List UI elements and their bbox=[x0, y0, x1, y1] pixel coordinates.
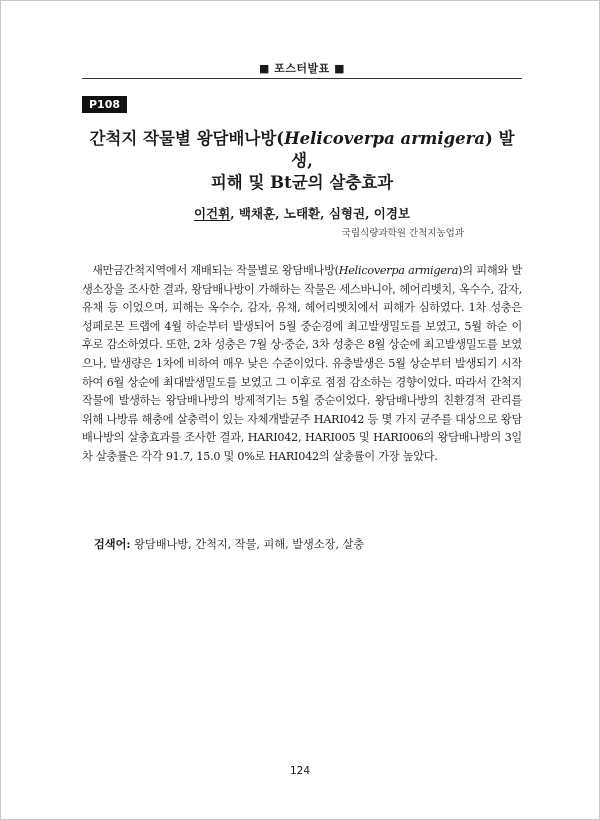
keywords bbox=[94, 536, 522, 552]
author: 백채훈 bbox=[238, 206, 276, 221]
abstract-scientific-name: Helicoverpa armigera bbox=[338, 264, 459, 277]
abstract-body bbox=[82, 262, 522, 467]
page-number: 124 bbox=[289, 765, 311, 777]
author-separator: , bbox=[275, 206, 284, 221]
affiliation: 국립식량과학원 간척지농업과 bbox=[341, 228, 464, 239]
author-presenter: 이건휘 bbox=[193, 206, 231, 221]
title-text: 간척지 작물별 왕담배나방( bbox=[89, 129, 285, 148]
title-text: ) 발생, bbox=[291, 129, 515, 170]
author-separator: , bbox=[230, 206, 239, 221]
keywords-text: 왕담배나방, 간척지, 작물, 피해, 발생소장, 살충 bbox=[130, 538, 365, 551]
header-divider bbox=[82, 78, 522, 79]
author: 노태환 bbox=[283, 206, 321, 221]
abstract-text: 새만금간척지역에서 재배되는 작물별로 왕담배나방( bbox=[92, 264, 339, 277]
paper-title bbox=[82, 128, 522, 194]
author-separator: , bbox=[365, 206, 374, 221]
keywords-label: 검색어: bbox=[94, 537, 131, 551]
author: 심형권 bbox=[328, 206, 366, 221]
abstract-text: )의 피해와 발생소장을 조사한 결과, 왕담배나방이 가해하는 작물은 세스바니아, 헤어리벳치, 옥수수, 감자, 유채 등 이었으며, 피해는 옥수수, 감자, 유채, 헤어리벳치에서 피해가 심하였다. 1차 성충은 성페로몬 트랩에 4월 하순부터 발생되어 5월 중순경에 최고발생밀도를 보였고, 5월 하순 이후로 감소하였다. 또한, 2차 성충은 7월 상·중순, 3차 성충은 8월 상순에 최고발생밀도를 보였으나, 발생량은 1차에 비하여 매우 낮은 수준이었다. 유충발생은 5월 상순부터 발생되기 시작하여 6월 상순에 최대발생밀도를 보였고 그 이후로 점점 감소하는 경향이었다. 따라서 간척지 작물에 발생하는 왕담배나방의 방제적기는 5월 중순이었다. 왕담배나방의 친환경적 관리를 위해 나방류 해충에 살충력이 있는 자체개발균주 HARI042 등 몇 가지 균주를 대상으로 왕담배나방의 살충효과를 조사한 결과, HARI042, HARI005 및 HARI006의 왕담배나방의 3일차 살충률은 각각 91.7, 15.0 및 0%로 HARI042의 살충률이 가장 높았다. bbox=[82, 264, 523, 463]
section-header: ■ 포스터발표 ■ bbox=[258, 62, 346, 75]
author: 이경보 bbox=[373, 206, 411, 221]
title-line-2: 피해 및 Bt균의 살충효과 bbox=[210, 173, 394, 192]
paper-id-badge: P108 bbox=[82, 96, 127, 113]
author-list bbox=[82, 204, 522, 222]
author-separator: , bbox=[320, 206, 329, 221]
title-scientific-name: Helicoverpa armigera bbox=[284, 129, 486, 148]
